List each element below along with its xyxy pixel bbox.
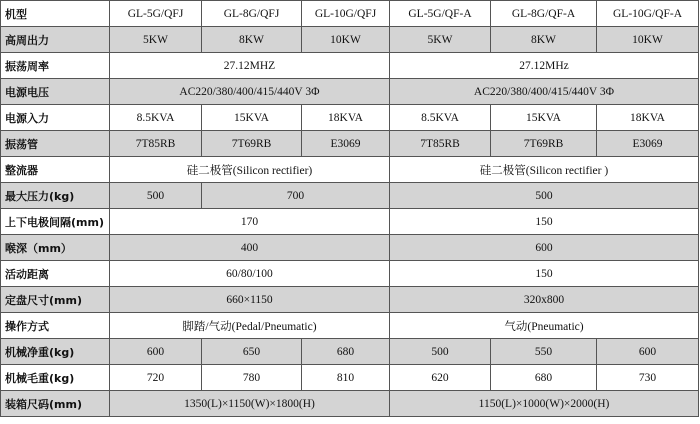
cell-value: 500 <box>110 183 202 209</box>
row-label: 最大压力(kg) <box>1 183 110 209</box>
cell-value: 8KW <box>202 27 302 53</box>
row-power-input <box>1 105 699 131</box>
cell-value: 8.5KVA <box>390 105 491 131</box>
cell-value: 730 <box>597 365 699 391</box>
cell-value: 60/80/100 <box>110 261 390 287</box>
cell-value: 1350(L)×1150(W)×1800(H) <box>110 391 390 417</box>
row-label: 高周出力 <box>1 27 110 53</box>
cell-value: 780 <box>202 365 302 391</box>
cell-value: 脚踏/气动(Pedal/Pneumatic) <box>110 313 390 339</box>
row-supply-voltage <box>1 79 699 105</box>
cell-value: 气动(Pneumatic) <box>390 313 699 339</box>
cell-value: 320x800 <box>390 287 699 313</box>
cell-value: 15KVA <box>491 105 597 131</box>
row-label: 电源入力 <box>1 105 110 131</box>
row-label: 定盘尺寸(mm) <box>1 287 110 313</box>
cell-value: 810 <box>302 365 390 391</box>
cell-value: 18KVA <box>597 105 699 131</box>
cell-value: 680 <box>302 339 390 365</box>
cell-value: 400 <box>110 235 390 261</box>
row-rectifier <box>1 157 699 183</box>
cell-value: 620 <box>390 365 491 391</box>
cell-value: 5KW <box>390 27 491 53</box>
cell-value: 7T69RB <box>202 131 302 157</box>
cell-value: E3069 <box>597 131 699 157</box>
row-model <box>1 1 699 27</box>
row-label: 振荡周率 <box>1 53 110 79</box>
cell-value: 600 <box>390 235 699 261</box>
model-header: GL-10G/QFJ <box>302 1 390 27</box>
cell-value: 170 <box>110 209 390 235</box>
cell-value: 8.5KVA <box>110 105 202 131</box>
model-header: GL-8G/QF-A <box>491 1 597 27</box>
cell-value: 550 <box>491 339 597 365</box>
cell-value: 10KW <box>597 27 699 53</box>
row-label: 喉深（mm） <box>1 235 110 261</box>
cell-value: AC220/380/400/415/440V 3Φ <box>110 79 390 105</box>
cell-value: 500 <box>390 183 699 209</box>
row-stroke <box>1 261 699 287</box>
cell-value: 7T85RB <box>390 131 491 157</box>
cell-value: 150 <box>390 209 699 235</box>
row-operation <box>1 313 699 339</box>
cell-value: 7T85RB <box>110 131 202 157</box>
row-net-weight <box>1 339 699 365</box>
cell-value: 150 <box>390 261 699 287</box>
row-label: 整流器 <box>1 157 110 183</box>
row-label: 机械毛重(kg) <box>1 365 110 391</box>
row-power-output <box>1 27 699 53</box>
cell-value: AC220/380/400/415/440V 3Φ <box>390 79 699 105</box>
row-packing-size <box>1 391 699 417</box>
row-label: 电源电压 <box>1 79 110 105</box>
row-oscillation-tube <box>1 131 699 157</box>
model-header: GL-8G/QFJ <box>202 1 302 27</box>
cell-value: 5KW <box>110 27 202 53</box>
cell-value: 硅二极管(Silicon rectifier ) <box>390 157 699 183</box>
cell-value: 27.12MHz <box>390 53 699 79</box>
cell-value: 18KVA <box>302 105 390 131</box>
row-label: 装箱尺码(mm) <box>1 391 110 417</box>
row-throat-depth <box>1 235 699 261</box>
model-header: GL-10G/QF-A <box>597 1 699 27</box>
model-header: GL-5G/QF-A <box>390 1 491 27</box>
model-header: GL-5G/QFJ <box>110 1 202 27</box>
cell-value: 10KW <box>302 27 390 53</box>
row-label: 操作方式 <box>1 313 110 339</box>
cell-value: 15KVA <box>202 105 302 131</box>
row-label: 上下电极间隔(mm) <box>1 209 110 235</box>
cell-value: 600 <box>110 339 202 365</box>
cell-value: 600 <box>597 339 699 365</box>
cell-value: 500 <box>390 339 491 365</box>
row-label: 振荡管 <box>1 131 110 157</box>
cell-value: 700 <box>202 183 390 209</box>
cell-value: 27.12MHZ <box>110 53 390 79</box>
row-label: 机型 <box>1 1 110 27</box>
cell-value: E3069 <box>302 131 390 157</box>
cell-value: 硅二极管(Silicon rectifier) <box>110 157 390 183</box>
cell-value: 8KW <box>491 27 597 53</box>
cell-value: 7T69RB <box>491 131 597 157</box>
row-oscillation-freq <box>1 53 699 79</box>
cell-value: 650 <box>202 339 302 365</box>
cell-value: 680 <box>491 365 597 391</box>
row-gross-weight <box>1 365 699 391</box>
row-platen-size <box>1 287 699 313</box>
cell-value: 660×1150 <box>110 287 390 313</box>
row-label: 活动距离 <box>1 261 110 287</box>
row-max-pressure <box>1 183 699 209</box>
cell-value: 720 <box>110 365 202 391</box>
row-electrode-gap <box>1 209 699 235</box>
row-label: 机械净重(kg) <box>1 339 110 365</box>
cell-value: 1150(L)×1000(W)×2000(H) <box>390 391 699 417</box>
